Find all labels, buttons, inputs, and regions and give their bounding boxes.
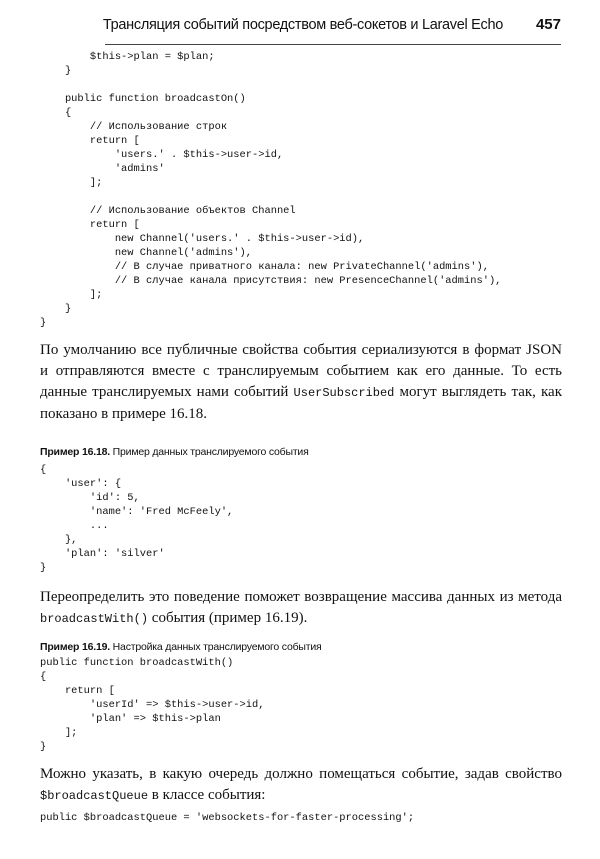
page-number: 457 [535,16,561,33]
example-title: Настройка данных транслируемого события [109,641,322,653]
page-body [40,50,562,825]
inline-code: $broadcastQueue [40,789,149,803]
running-header [102,12,561,45]
example-title: Пример данных транслируемого события [109,446,309,458]
code-block-broadcast-queue: public $broadcastQueue = 'websockets-for-faster-processing'; [40,812,415,824]
text: события (пример 16.19). [148,610,308,626]
text: в классе события: [148,787,266,803]
code-block-broadcast-on: $this->plan = $plan; } public function broadcastOn() { // Использование строк return [ 'users.' . $this->user->id, 'admins' ]; // Использование объектов Channel return [ new Channel('users.' . $this->user->id), new Channel('admins'), // В случае приватного канала: new PrivateChannel('admins'), // В случае канала присутствия: new PresenceChannel('admins'), ]; } } [40,51,502,329]
inline-code: UserSubscribed [293,386,395,400]
header-title: Трансляция событий посредством веб-сокетов и Laravel Echo [102,17,503,33]
text: Переопределить это поведение поможет возвращение массива данных из метода [40,589,562,605]
example-caption-16-18 [40,445,562,459]
text: Можно указать, в какую очередь должно помещаться событие, задав свойство [40,766,562,782]
code-block-example-16-19: public function broadcastWith() { return [ 'userId' => $this->user->id, 'plan' => $this->plan ]; } [40,657,265,753]
code-block-example-16-18: { 'user': { 'id': 5, 'name': 'Fred McFeely', ... }, 'plan': 'silver' } [40,464,234,574]
example-caption-16-19 [40,640,562,654]
paragraph-broadcast-queue [40,764,562,807]
text: По умолчанию все публичные свойства события сериализуются в формат JSON и отправляются вместе с транслируемым событием как его данные. То есть данные транслируемых нами событий [40,342,562,400]
paragraph-serialization [40,340,562,425]
text: могут выглядеть так, как показано в примере 16.18. [40,384,562,422]
paragraph-broadcast-with [40,587,562,630]
inline-code: broadcastWith() [40,612,149,626]
example-label: Пример 16.19. [40,641,110,653]
example-label: Пример 16.18. [40,446,110,458]
